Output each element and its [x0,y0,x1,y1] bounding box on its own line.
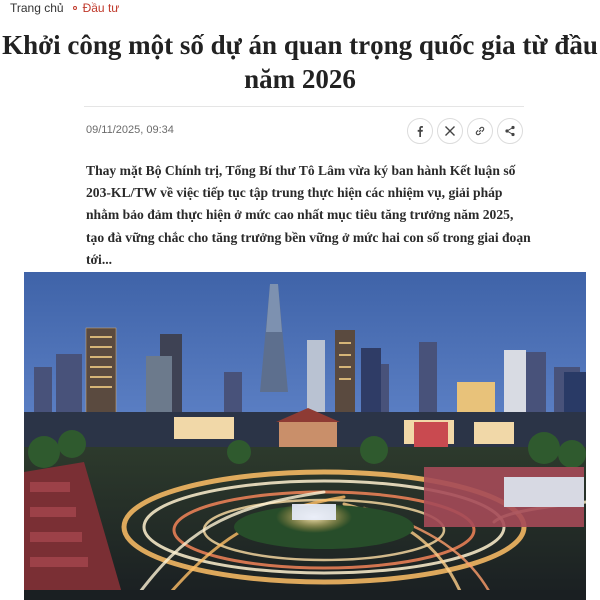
breadcrumb-home-link[interactable]: Trang chủ [10,1,64,15]
article-photo-city-skyline [24,272,586,600]
meta-divider [84,106,524,107]
breadcrumb-category-link[interactable]: Đầu tư [82,1,120,15]
copy-link-button[interactable] [467,118,493,144]
share-button[interactable] [497,118,523,144]
article-summary: Thay mặt Bộ Chính trị, Tổng Bí thư Tô Lâm vừa ký ban hành Kết luận số 203-KL/TW về việc tiếp tục tập trung thực hiện các nhiệm vụ, giải pháp nhằm bảo đảm thực hiện ở mức cao nhất mục tiêu tăng trưởng năm 2025, tạo đà vững chắc cho tăng trưởng bền vững ở mức hai con số trong giai đoạn tới... [86,163,531,267]
x-icon [444,125,456,137]
link-icon [474,125,486,137]
share-bar [407,118,523,144]
publish-date: 09/11/2025, 09:34 [86,124,174,136]
share-icon [504,125,516,137]
x-share-button[interactable] [437,118,463,144]
facebook-share-button[interactable] [407,118,433,144]
breadcrumb-separator-dot [73,6,77,10]
city-night-illustration [24,272,586,600]
facebook-icon [414,125,426,137]
article-title: Khởi công một số dự án quan trọng quốc gia từ đầu năm 2026 [2,30,598,94]
breadcrumb [10,0,119,16]
